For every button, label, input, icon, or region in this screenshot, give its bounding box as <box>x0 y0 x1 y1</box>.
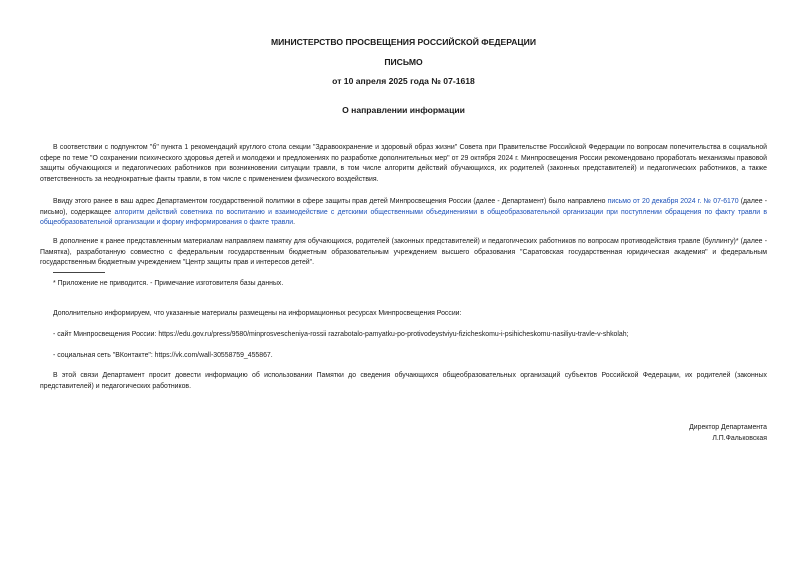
paragraph-3 <box>40 237 767 269</box>
document-subject: О направлении информации <box>342 105 465 115</box>
vk-link-text[interactable]: - социальная сеть "ВКонтакте": https://vk.com/wall-30558759_455867. <box>53 352 273 359</box>
site-link-text[interactable]: - сайт Минпросвещения России: https://edu.gov.ru/press/9580/minprosvescheniya-rossii razrabotalo-pamyatku-po-protivodeystviyu-fizicheskomu-i-psihicheskomu-nasiliyu-travle-v-shkolah; <box>53 331 629 338</box>
paragraph-5 <box>40 330 767 341</box>
paragraph-2-part-c: . <box>293 219 296 227</box>
ministry-heading: МИНИСТЕРСТВО ПРОСВЕЩЕНИЯ РОССИЙСКОЙ ФЕДЕРАЦИИ <box>270 37 537 47</box>
paragraph-2-part-a: Ввиду этого ранее в ваш адрес Департаментом государственной политики в сфере защиты прав детей Минпросвещения России (далее - Департамент) было направлено <box>53 198 608 205</box>
paragraph-6 <box>40 351 767 362</box>
paragraph-7 <box>40 371 767 392</box>
paragraph-2-part-b: (далее - письмо), содержащее <box>40 198 768 216</box>
signature-name: Л.П.Фальковская <box>712 434 767 442</box>
algorithm-link[interactable]: алгоритм действий советника по воспитанию и взаимодействие с детскими общественными объединениями в общеобразовательной организации при поступлении обращения по факту травли в общеобразовательной организации и форму информирования о факте травли <box>40 208 768 227</box>
paragraph-1 <box>40 143 767 185</box>
paragraph-7-text: В этой связи Департамент просит довести информацию об использовании Памятки до сведения обучающихся общеобразовательных организаций субъектов Российской Федерации, их родителей (законных представителей) и педагогических работников. <box>40 372 767 390</box>
document-date-number: от 10 апреля 2025 года № 07-1618 <box>332 76 475 86</box>
paragraph-3-text: В дополнение к ранее представленным материалам направляем памятку для обучающихся, родителей (законных представителей) и педагогических работников по вопросам противодействия травле (буллингу)* (далее - Памятка), разработанную совместно с федеральным государственным бюджетным образовательным учреждением высшего образования "Саратовская государственная юридическая академия" и федеральным государственным бюджетным учреждением "Центр защиты прав и интересов детей". <box>40 238 767 267</box>
paragraph-2-text <box>40 197 767 229</box>
signature-position: Директор Департамента <box>689 424 767 431</box>
signature-block <box>689 423 767 444</box>
paragraph-2 <box>40 197 767 229</box>
footnote <box>40 279 767 290</box>
paragraph-4 <box>40 309 767 320</box>
paragraph-1-text: В соответствии с подпунктом "б" пункта 1 рекомендаций круглого стола секции "Здравоохранение и здоровый образ жизни" Совета при Правительстве Российской Федерации по вопросам попечительства в социальной сфере по теме "О сохранении психического здоровья детей и молодежи и предложениях по разработке дополнительных мер" от 29 октября 2024 г. Минпросвещения России рекомендовано проработать механизмы правовой защиты обучающихся и педагогических работников при возникновении ситуации травли, в том числе алгоритм действий обучающихся, их родителей (законных представителей) и педагогических работников, а также ответственность за неоднократные факты травли, в том числе с применением физического воздействия. <box>40 144 767 183</box>
letter-reference-link[interactable]: письмо от 20 декабря 2024 г. № 07-6170 <box>607 198 739 205</box>
footnote-separator <box>53 272 105 273</box>
document-type: ПИСЬМО <box>384 57 423 67</box>
footnote-text: * Приложение не приводится. - Примечание изготовителя базы данных. <box>53 280 284 287</box>
paragraph-4-text: Дополнительно информируем, что указанные материалы размещены на информационных ресурсах Минпросвещения России: <box>53 310 462 317</box>
